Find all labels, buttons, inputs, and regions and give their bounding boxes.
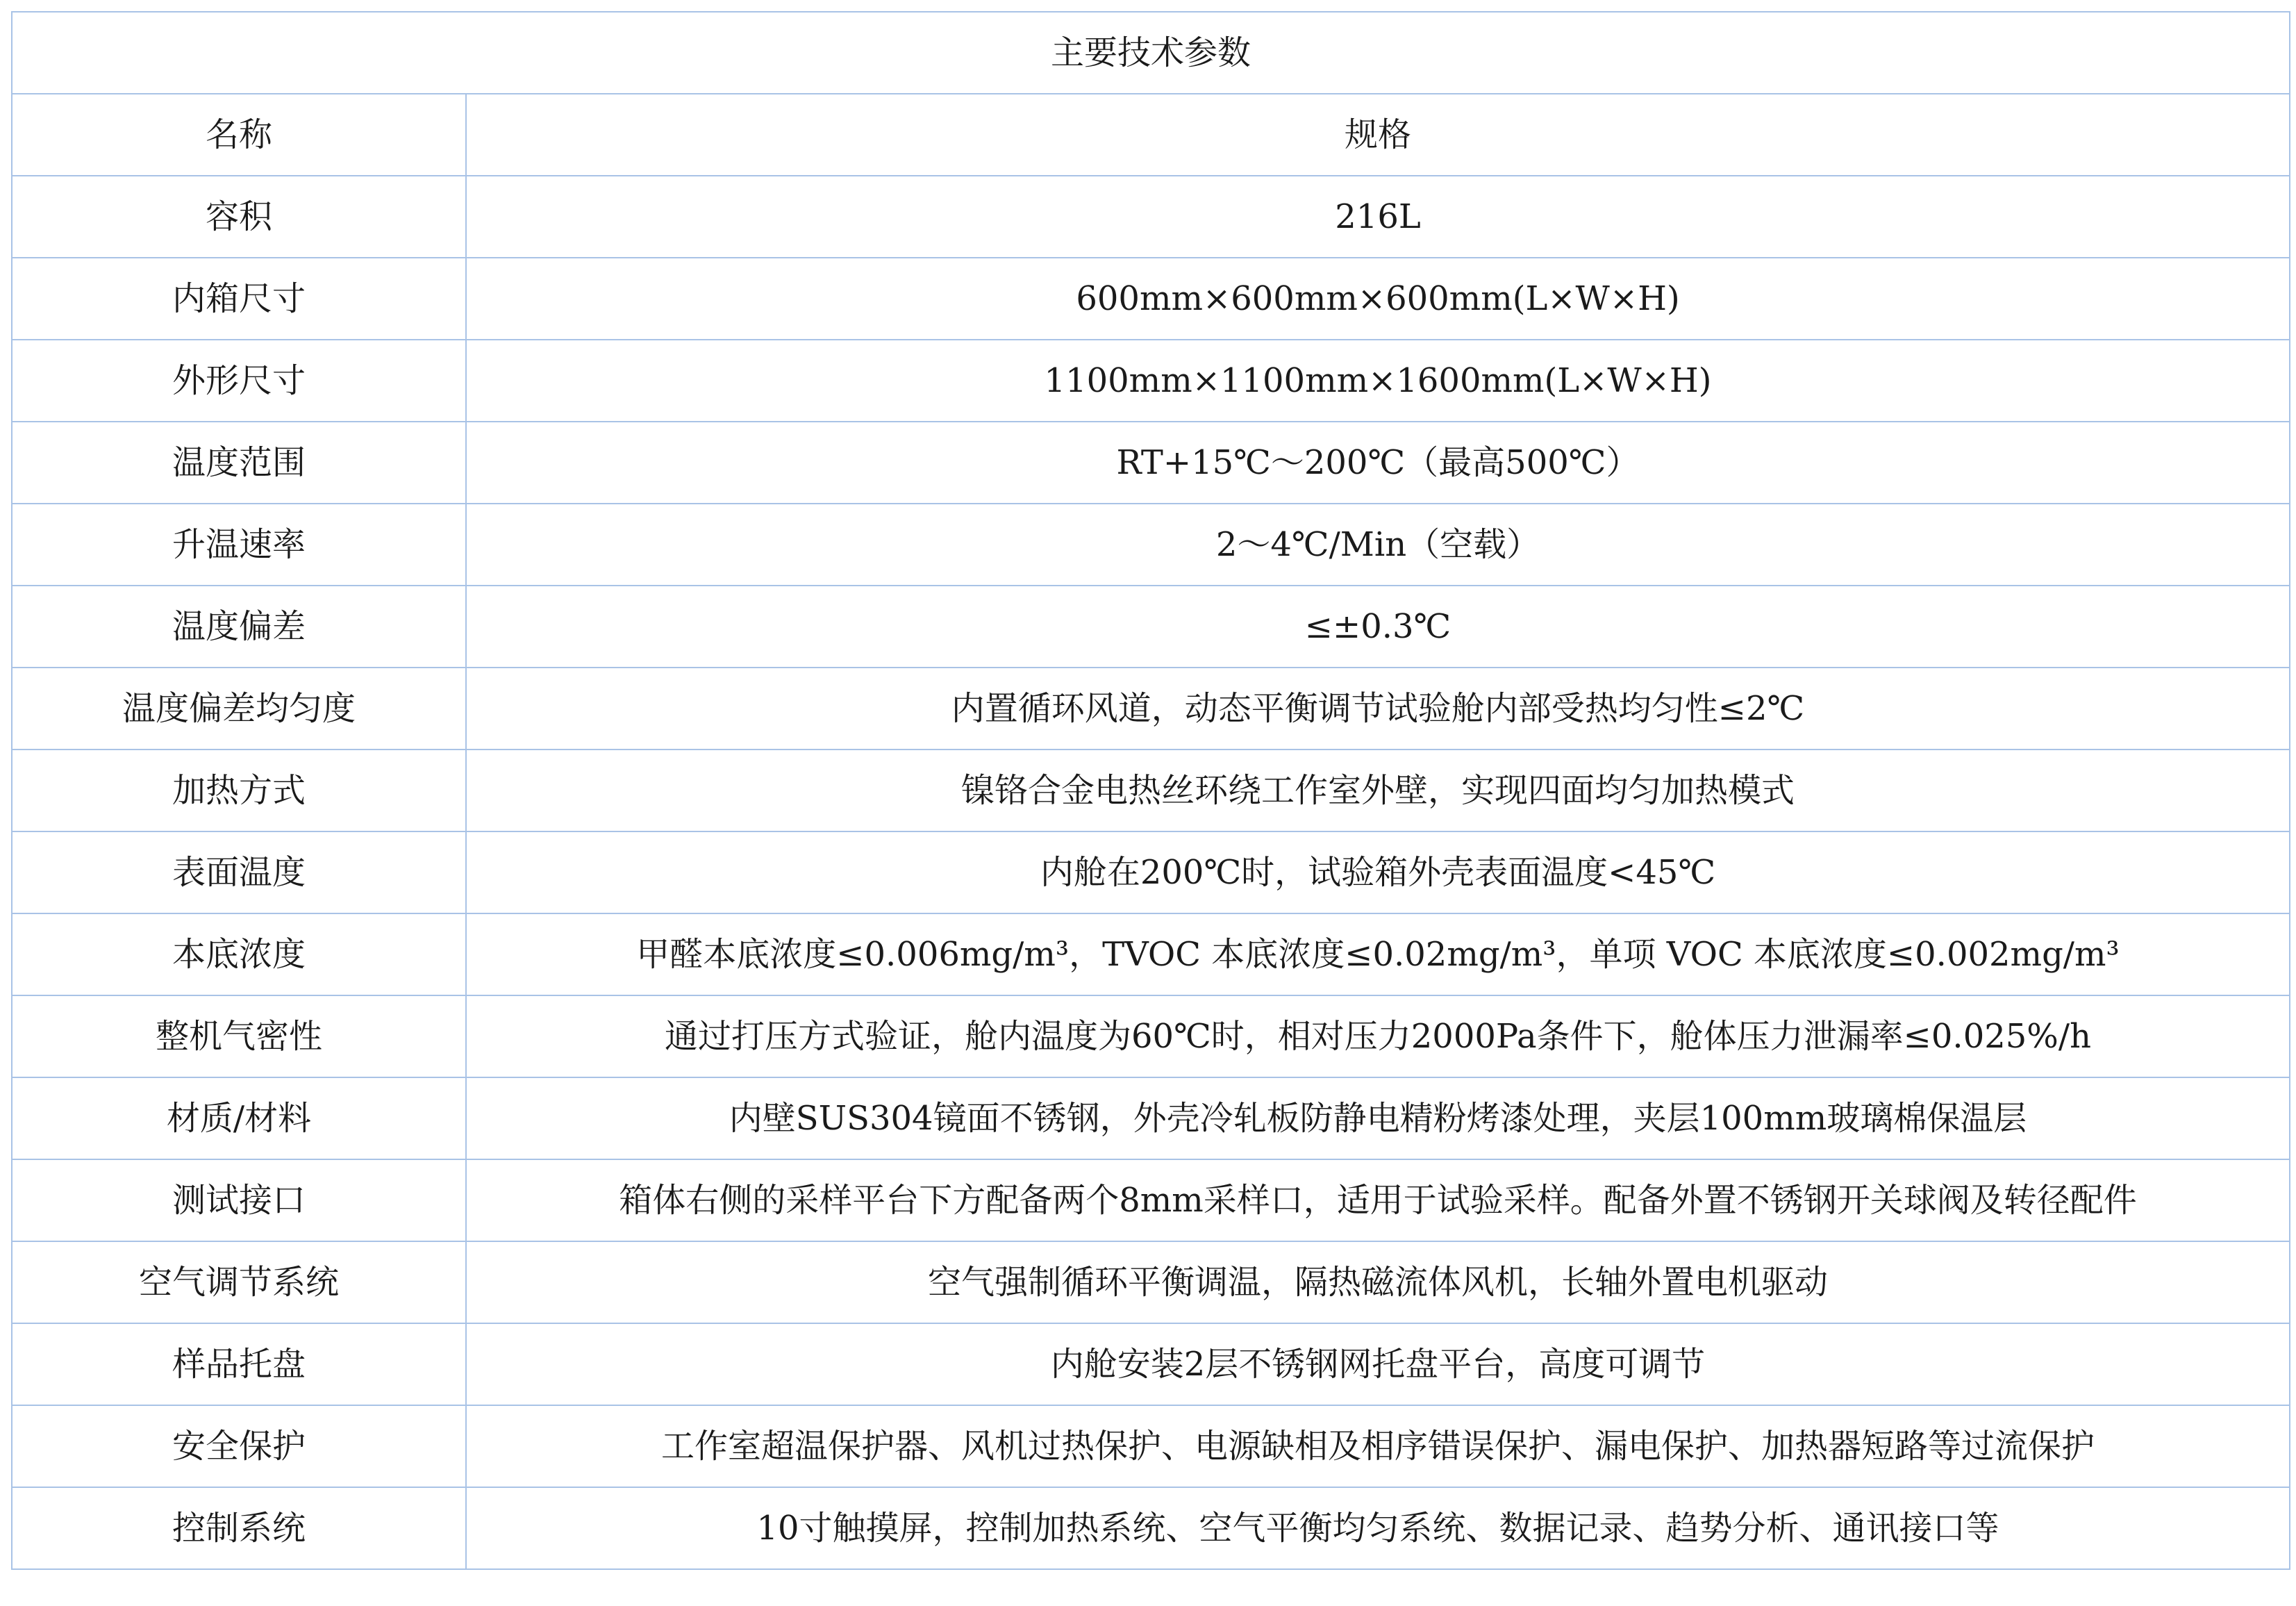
- row-value: 2～4℃/Min（空载）: [466, 504, 2290, 586]
- row-value: 内置循环风道，动态平衡调节试验舱内部受热均匀性≤2℃: [466, 668, 2290, 750]
- table-row: [12, 1159, 2290, 1241]
- row-name: 温度偏差均匀度: [12, 668, 466, 750]
- row-value: 镍铬合金电热丝环绕工作室外壁，实现四面均匀加热模式: [466, 750, 2290, 831]
- row-value: 10寸触摸屏，控制加热系统、空气平衡均匀系统、数据记录、趋势分析、通讯接口等: [466, 1487, 2290, 1569]
- row-value: 甲醛本底浓度≤0.006mg/m³，TVOC 本底浓度≤0.02mg/m³，单项 VOC 本底浓度≤0.002mg/m³: [466, 913, 2290, 995]
- row-value: 216L: [466, 176, 2290, 258]
- row-value: 箱体右侧的采样平台下方配备两个8mm采样口，适用于试验采样。配备外置不锈钢开关球阀及转径配件: [466, 1159, 2290, 1241]
- table-title: 主要技术参数: [12, 12, 2290, 94]
- row-name: 外形尺寸: [12, 340, 466, 422]
- table-row: [12, 504, 2290, 586]
- row-value: 600mm×600mm×600mm(L×W×H): [466, 258, 2290, 340]
- table-row: [12, 586, 2290, 668]
- header-spec: 规格: [466, 94, 2290, 176]
- row-name: 容积: [12, 176, 466, 258]
- row-value: 内壁SUS304镜面不锈钢，外壳冷轧板防静电精粉烤漆处理，夹层100mm玻璃棉保温层: [466, 1077, 2290, 1159]
- row-name: 温度偏差: [12, 586, 466, 668]
- row-name: 材质/材料: [12, 1077, 466, 1159]
- table-row: [12, 913, 2290, 995]
- row-name: 加热方式: [12, 750, 466, 831]
- table-row: [12, 1077, 2290, 1159]
- header-row: [12, 94, 2290, 176]
- table-row: [12, 422, 2290, 504]
- row-name: 空气调节系统: [12, 1241, 466, 1323]
- header-name: 名称: [12, 94, 466, 176]
- table-row: [12, 176, 2290, 258]
- table-row: [12, 1323, 2290, 1405]
- spec-table: [11, 11, 2290, 1570]
- row-name: 表面温度: [12, 831, 466, 913]
- row-name: 温度范围: [12, 422, 466, 504]
- table-row: [12, 995, 2290, 1077]
- table-row: [12, 340, 2290, 422]
- row-value: 空气强制循环平衡调温，隔热磁流体风机，长轴外置电机驱动: [466, 1241, 2290, 1323]
- table-row: [12, 668, 2290, 750]
- table-row: [12, 831, 2290, 913]
- row-name: 安全保护: [12, 1405, 466, 1487]
- row-value: ≤±0.3℃: [466, 586, 2290, 668]
- table-row: [12, 258, 2290, 340]
- row-name: 测试接口: [12, 1159, 466, 1241]
- row-name: 样品托盘: [12, 1323, 466, 1405]
- row-name: 内箱尺寸: [12, 258, 466, 340]
- row-value: 工作室超温保护器、风机过热保护、电源缺相及相序错误保护、漏电保护、加热器短路等过流保护: [466, 1405, 2290, 1487]
- row-name: 整机气密性: [12, 995, 466, 1077]
- row-value: 1100mm×1100mm×1600mm(L×W×H): [466, 340, 2290, 422]
- row-value: 内舱安装2层不锈钢网托盘平台，高度可调节: [466, 1323, 2290, 1405]
- row-name: 本底浓度: [12, 913, 466, 995]
- table-row: [12, 1487, 2290, 1569]
- title-row: [12, 12, 2290, 94]
- row-value: RT+15℃～200℃（最高500℃）: [466, 422, 2290, 504]
- row-name: 控制系统: [12, 1487, 466, 1569]
- row-name: 升温速率: [12, 504, 466, 586]
- table-row: [12, 1241, 2290, 1323]
- table-row: [12, 750, 2290, 831]
- table-row: [12, 1405, 2290, 1487]
- row-value: 通过打压方式验证，舱内温度为60℃时，相对压力2000Pa条件下，舱体压力泄漏率≤0.025%/h: [466, 995, 2290, 1077]
- row-value: 内舱在200℃时，试验箱外壳表面温度<45℃: [466, 831, 2290, 913]
